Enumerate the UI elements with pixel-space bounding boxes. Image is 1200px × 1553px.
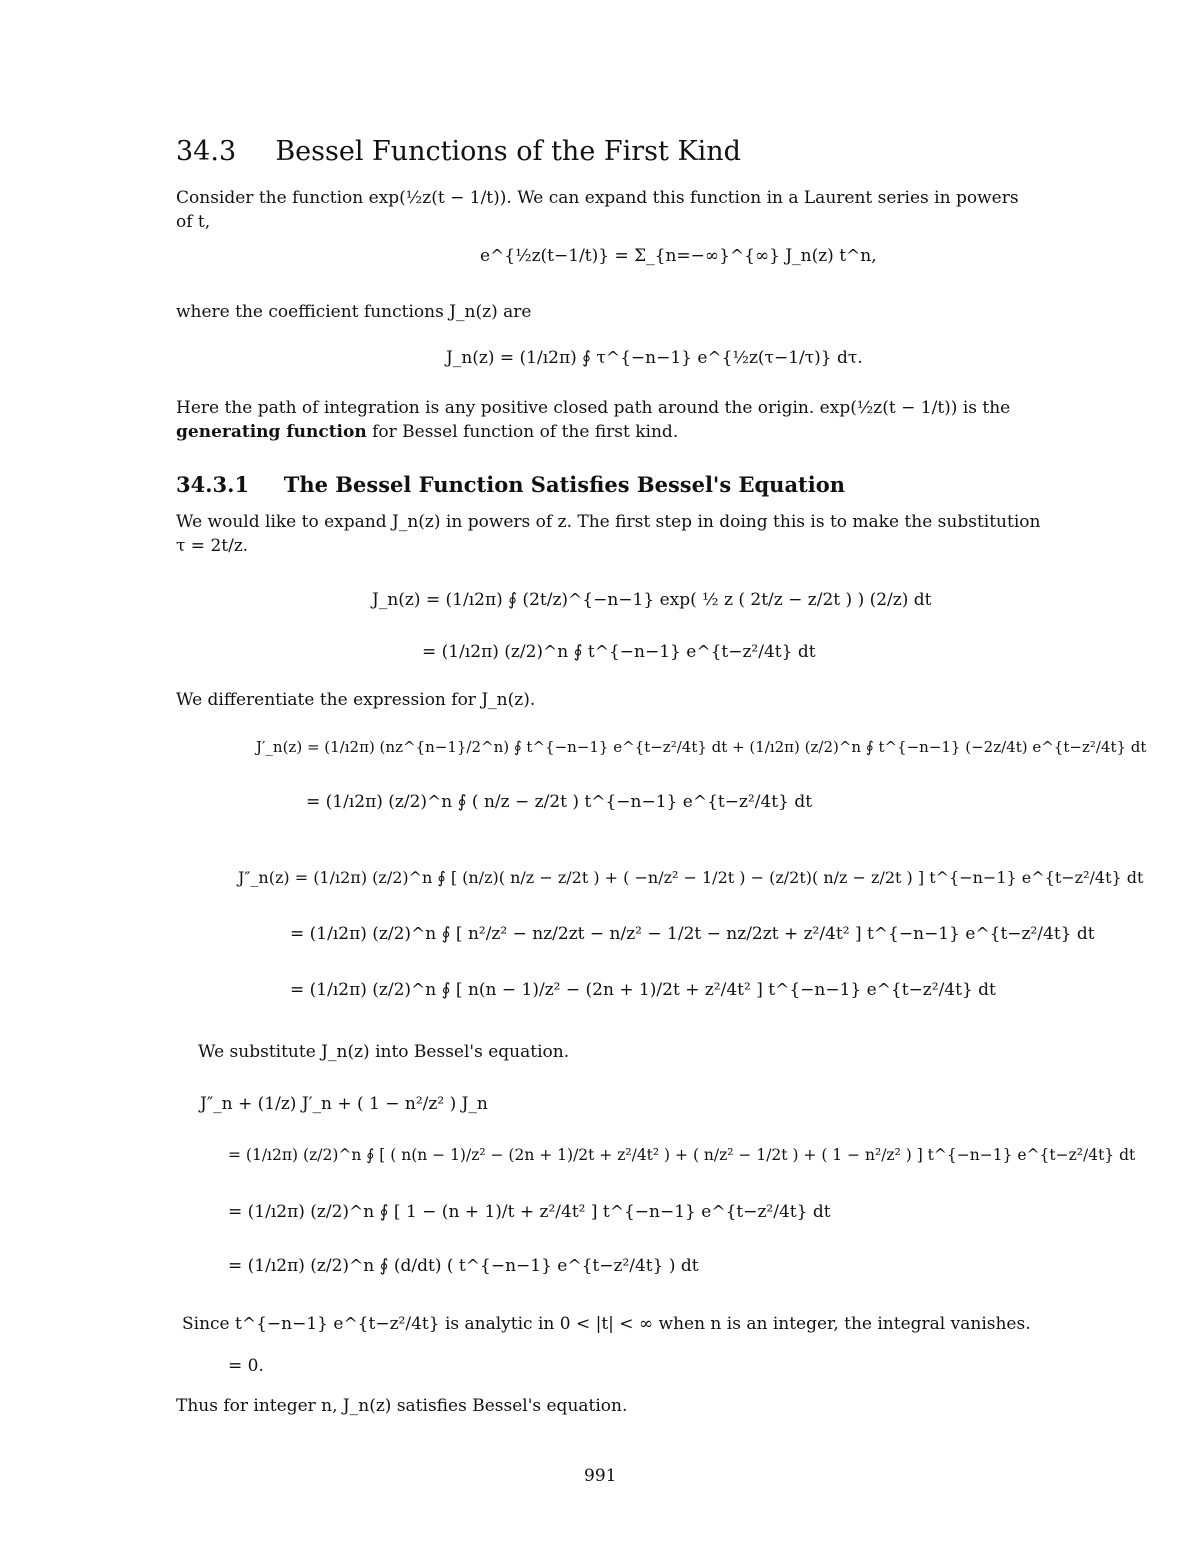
path-line-2-rest: for Bessel function of the first kind. — [366, 422, 679, 442]
section-heading — [176, 136, 741, 167]
equation-coefficient-integral: J_n(z) = (1/ı2π) ∮ τ^{−n−1} e^{½z(τ−1/τ)} dτ. — [446, 348, 863, 368]
equation-substitution-2: = (1/ı2π) (z/2)^n ∮ t^{−n−1} e^{t−z²/4t} dt — [422, 642, 816, 662]
substitute-text: We substitute J_n(z) into Bessel's equation. — [198, 1042, 570, 1062]
intro-line-2: of t, — [176, 212, 211, 232]
equation-laurent-series: e^{½z(t−1/t)} = Σ_{n=−∞}^{∞} J_n(z) t^n, — [480, 246, 877, 266]
equation-second-derivative-1: J″_n(z) = (1/ı2π) (z/2)^n ∮ [ (n/z)( n/z − z/2t ) + ( −n/z² − 1/2t ) − (z/2t)( n/z − z/2t ) ] t^{−n−1} e^{t−z²/4t} dt — [238, 868, 1144, 887]
section-title: Bessel Functions of the First Kind — [275, 136, 741, 167]
differentiate-text: We differentiate the expression for J_n(z). — [176, 690, 536, 710]
equation-bessel-lhs: J″_n + (1/z) J′_n + ( 1 − n²/z² ) J_n — [200, 1094, 488, 1114]
equation-bessel-step-1: = (1/ı2π) (z/2)^n ∮ [ ( n(n − 1)/z² − (2n + 1)/2t + z²/4t² ) + ( n/z² − 1/2t ) + ( 1 − n²/z² ) ] t^{−n−1} e^{t−z²/4t} dt — [228, 1146, 1136, 1164]
generating-function-term: generating function — [176, 422, 367, 442]
equation-first-derivative-1: J′_n(z) = (1/ı2π) (nz^{n−1}/2^n) ∮ t^{−n−1} e^{t−z²/4t} dt + (1/ı2π) (z/2)^n ∮ t^{−n−1} (−2z/4t) e^{t−z²/4t} dt — [256, 738, 1147, 756]
equation-zero: = 0. — [228, 1356, 264, 1376]
equation-bessel-step-3: = (1/ı2π) (z/2)^n ∮ (d/dt) ( t^{−n−1} e^{t−z²/4t} ) dt — [228, 1256, 699, 1276]
since-analytic-text: Since t^{−n−1} e^{t−z²/4t} is analytic in 0 < |t| < ∞ when n is an integer, the integral vanishes. — [182, 1314, 1031, 1334]
section-number: 34.3 — [176, 136, 237, 167]
path-line-1: Here the path of integration is any positive closed path around the origin. exp(½z(t − 1/t)) is the — [176, 398, 1011, 418]
path-line-2 — [176, 420, 678, 444]
equation-second-derivative-3: = (1/ı2π) (z/2)^n ∮ [ n(n − 1)/z² − (2n + 1)/2t + z²/4t² ] t^{−n−1} e^{t−z²/4t} dt — [290, 980, 996, 1000]
equation-second-derivative-2: = (1/ı2π) (z/2)^n ∮ [ n²/z² − nz/2zt − n/z² − 1/2t − nz/2zt + z²/4t² ] t^{−n−1} e^{t−z²/4t} dt — [290, 924, 1095, 944]
subsection-number: 34.3.1 — [176, 472, 250, 497]
equation-first-derivative-2: = (1/ı2π) (z/2)^n ∮ ( n/z − z/2t ) t^{−n−1} e^{t−z²/4t} dt — [306, 792, 813, 812]
where-coefficient-text: where the coefficient functions J_n(z) are — [176, 302, 532, 322]
expand-line-1: We would like to expand J_n(z) in powers of z. The first step in doing this is to make the substitution — [176, 512, 1041, 532]
page-number: 991 — [584, 1466, 617, 1486]
equation-substitution-1: J_n(z) = (1/ı2π) ∮ (2t/z)^{−n−1} exp( ½ z ( 2t/z − z/2t ) ) (2/z) dt — [372, 590, 932, 610]
equation-bessel-step-2: = (1/ı2π) (z/2)^n ∮ [ 1 − (n + 1)/t + z²/4t² ] t^{−n−1} e^{t−z²/4t} dt — [228, 1202, 831, 1222]
intro-line-1: Consider the function exp(½z(t − 1/t)). We can expand this function in a Laurent series in powers — [176, 188, 1019, 208]
expand-line-2: τ = 2t/z. — [176, 536, 249, 556]
subsection-heading — [176, 472, 845, 497]
conclusion-text: Thus for integer n, J_n(z) satisfies Bessel's equation. — [176, 1396, 628, 1416]
subsection-title: The Bessel Function Satisfies Bessel's Equation — [283, 472, 846, 497]
